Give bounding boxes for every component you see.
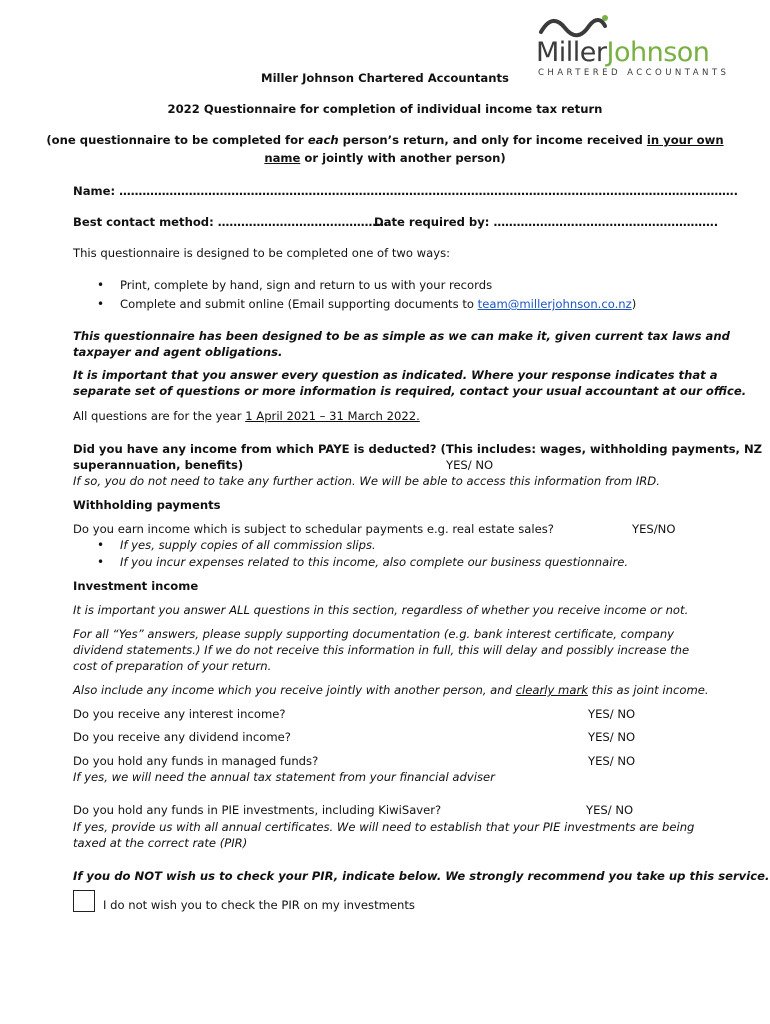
paye-answer[interactable]: YES/ NO	[446, 458, 494, 472]
withholding-bullet-2: If you incur expenses related to this income, also complete our business questionnaire.	[120, 555, 629, 569]
bullet-dot-icon: •	[97, 297, 105, 311]
date-label: Date required by:	[374, 215, 490, 229]
email-link[interactable]: team@millerjohnson.co.nz	[477, 297, 632, 311]
paye-question-line2: superannuation, benefits)	[73, 458, 244, 472]
p3-suffix: this as joint income.	[587, 683, 709, 697]
name-label: Name:	[73, 184, 116, 198]
pie-answer[interactable]: YES/ NO	[586, 803, 634, 817]
bullet2-close: )	[631, 297, 637, 311]
header-note-line2	[0, 150, 770, 166]
date-required-field[interactable]	[374, 214, 718, 230]
date-dots: ………………………………………………….	[493, 215, 719, 229]
name-field[interactable]	[73, 183, 738, 199]
note-text-c: or jointly with another person)	[300, 151, 506, 165]
intro-line: This questionnaire is designed to be completed one of two ways:	[73, 246, 451, 260]
dividend-question: Do you receive any dividend income?	[73, 730, 291, 744]
logo-name-johnson: Johnson	[606, 37, 710, 68]
p3-prefix: Also include any income which you receive jointly with another person, and	[73, 683, 516, 697]
tax-year-line	[73, 408, 420, 424]
note-name: name	[264, 151, 301, 165]
dividend-answer[interactable]: YES/ NO	[588, 730, 636, 744]
managed-funds-question: Do you hold any funds in managed funds?	[73, 754, 319, 768]
paye-note: If so, you do not need to take any further action. We will be able to access this information from IRD.	[73, 474, 660, 488]
name-dots: …………………………………………………………………………………………………………………………………………….	[119, 184, 739, 198]
withholding-heading: Withholding payments	[73, 498, 221, 512]
contact-method-field[interactable]	[73, 214, 392, 230]
intro-bullet-1: Print, complete by hand, sign and return to us with your records	[120, 278, 493, 292]
header-note-line1	[0, 132, 770, 148]
bullet-dot-icon: •	[97, 555, 105, 569]
withholding-question: Do you earn income which is subject to schedular payments e.g. real estate sales?	[73, 522, 554, 536]
intro-bullet-2	[120, 296, 636, 312]
important-note-line1: It is important that you answer every question as indicated. Where your response indicates that a	[73, 368, 718, 382]
note-text-a: (one questionnaire to be completed for	[46, 133, 308, 147]
note-text-b: person’s return, and only for income received	[338, 133, 647, 147]
pie-note-line1: If yes, provide us with all annual certificates. We will need to establish that your PIE investments are being	[73, 820, 695, 834]
document-title: 2022 Questionnaire for completion of individual income tax return	[167, 102, 603, 116]
pir-opt-out-label: I do not wish you to check the PIR on my investments	[103, 898, 415, 912]
contact-dots: ………………………………………	[217, 215, 392, 229]
managed-funds-answer[interactable]: YES/ NO	[588, 754, 636, 768]
investment-p1: It is important you answer ALL questions in this section, regardless of whether you receive income or not.	[73, 603, 689, 617]
logo-name-miller: Miller	[536, 37, 607, 68]
pie-question: Do you hold any funds in PIE investments, including KiwiSaver?	[73, 803, 442, 817]
logo-subtitle: CHARTERED ACCOUNTANTS	[538, 68, 730, 78]
paye-question-line1: Did you have any income from which PAYE is deducted? (This includes: wages, withholding payments, NZ	[73, 442, 763, 456]
pir-instruction: If you do NOT wish us to check your PIR, indicate below. We strongly recommend you take up this service.	[73, 869, 770, 883]
investment-p2-line1: For all “Yes” answers, please supply supporting documentation (e.g. bank interest certificate, company	[73, 627, 675, 641]
p3-clearly-mark: clearly mark	[515, 683, 588, 697]
contact-label: Best contact method:	[73, 215, 214, 229]
withholding-answer[interactable]: YES/NO	[632, 522, 676, 536]
pir-opt-out-checkbox[interactable]	[73, 890, 95, 912]
note-own: in your own	[646, 133, 724, 147]
withholding-bullet-1: If yes, supply copies of all commission slips.	[120, 538, 376, 552]
simplicity-note-line2: taxpayer and agent obligations.	[73, 345, 283, 359]
investment-p3	[73, 682, 709, 698]
tax-year-prefix: All questions are for the year	[73, 409, 246, 423]
investment-p2-line2: dividend statements.) If we do not receive this information in full, this will delay and possibly increase the	[73, 643, 690, 657]
firm-title: Miller Johnson Chartered Accountants	[261, 71, 509, 85]
bullet-dot-icon: •	[97, 278, 105, 292]
tax-year: 1 April 2021 – 31 March 2022.	[245, 409, 420, 423]
simplicity-note-line1: This questionnaire has been designed to be as simple as we can make it, given current tax laws and	[73, 329, 730, 343]
bullet-dot-icon: •	[97, 538, 105, 552]
note-each: each	[307, 133, 339, 147]
interest-question: Do you receive any interest income?	[73, 707, 286, 721]
managed-funds-note: If yes, we will need the annual tax statement from your financial adviser	[73, 770, 495, 784]
investment-heading: Investment income	[73, 579, 199, 593]
investment-p2-line3: cost of preparation of your return.	[73, 659, 272, 673]
bullet2-text: Complete and submit online (Email supporting documents to	[120, 297, 478, 311]
important-note-line2: separate set of questions or more information is required, contact your usual accountant at our office.	[73, 384, 747, 398]
logo-wordmark	[536, 38, 709, 68]
pie-note-line2: taxed at the correct rate (PIR)	[73, 836, 248, 850]
interest-answer[interactable]: YES/ NO	[588, 707, 636, 721]
